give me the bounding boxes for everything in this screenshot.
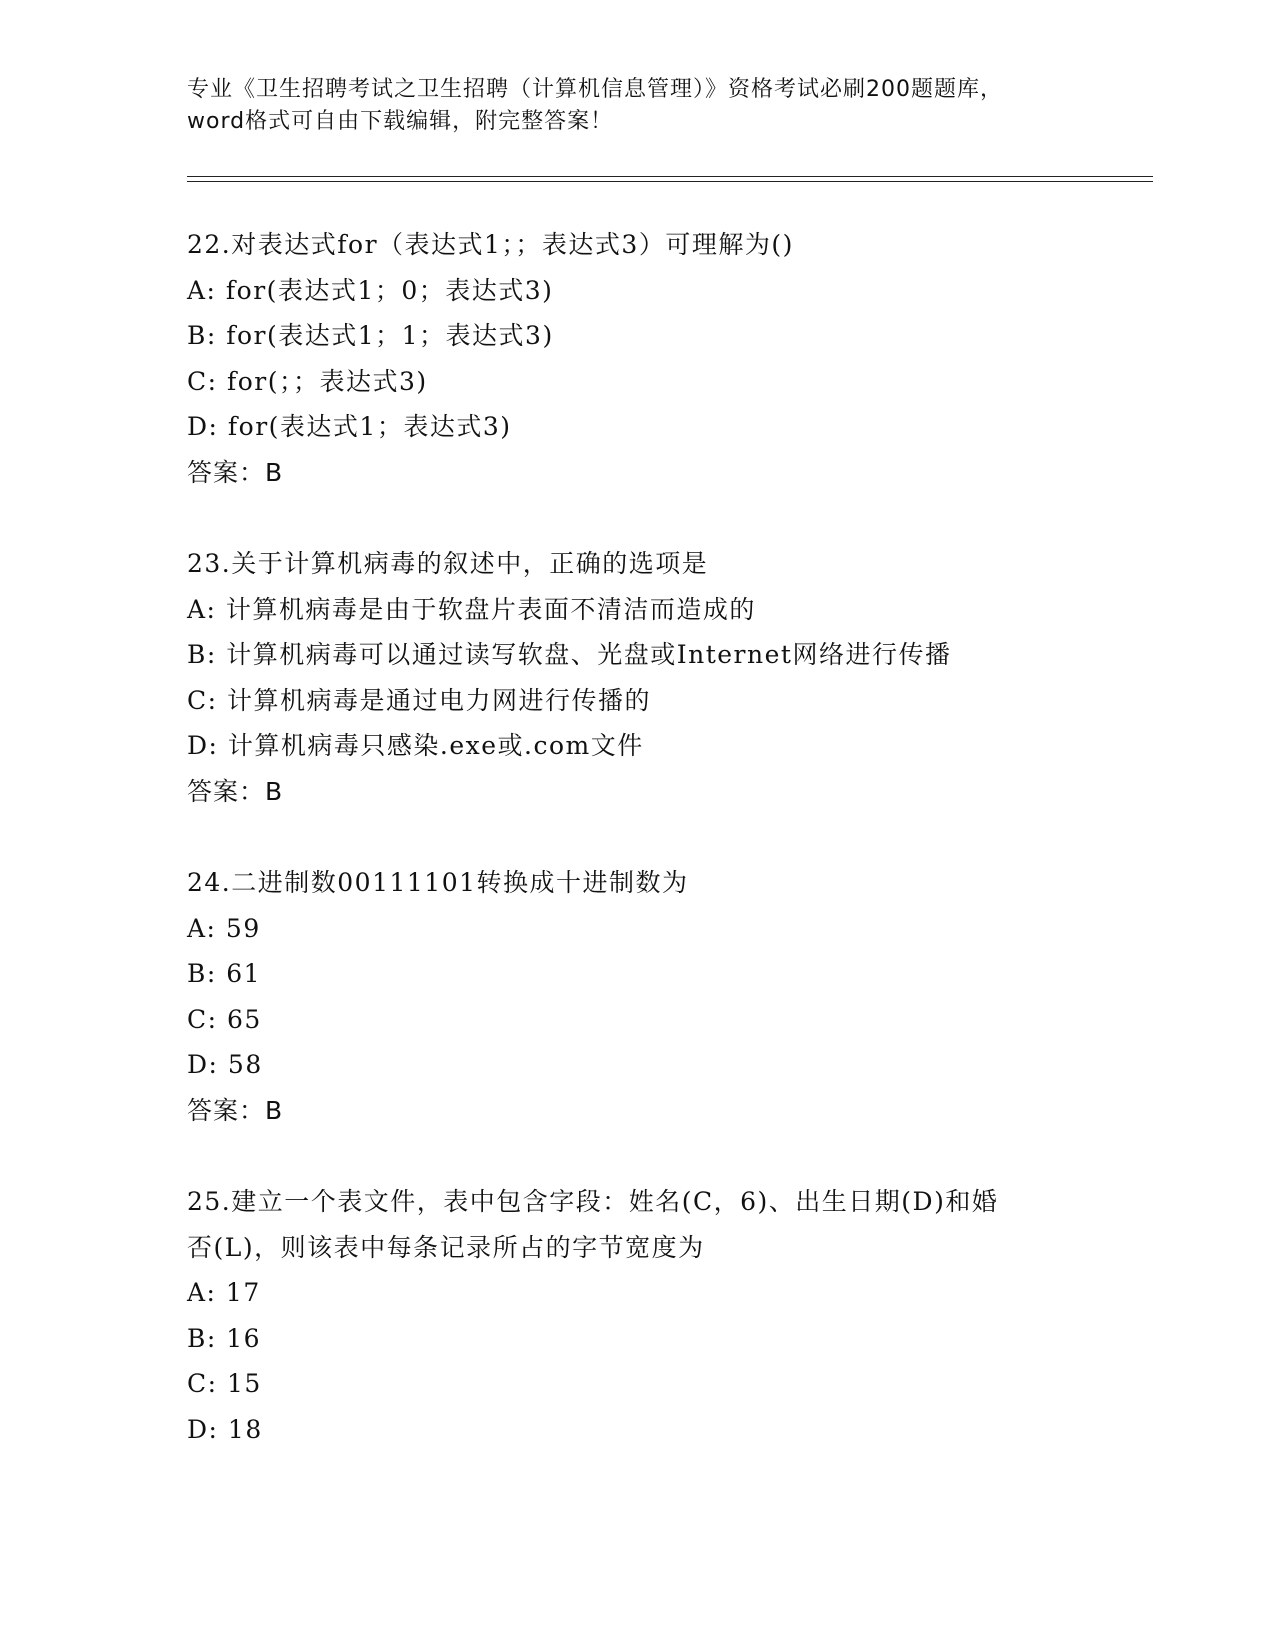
header-title-line-1: 专业《卫生招聘考试之卫生招聘（计算机信息管理）》资格考试必刷200题题库， <box>187 77 1003 102</box>
option-b: B: for(表达式1；1；表达式3) <box>187 321 554 350</box>
question-stem: 22.对表达式for（表达式1；；表达式3）可理解为() <box>187 230 794 259</box>
option-b: B: 计算机病毒可以通过读写软盘、光盘或Internet网络进行传播 <box>187 640 952 669</box>
header-divider-bottom <box>187 181 1153 182</box>
question-stem-line-2: 否(L)，则该表中每条记录所占的字节宽度为 <box>187 1232 705 1262</box>
option-a: A: 17 <box>187 1278 261 1307</box>
option-c: C: 计算机病毒是通过电力网进行传播的 <box>187 685 651 715</box>
option-c: C: for(；；表达式3) <box>187 366 428 396</box>
document-header <box>187 74 1087 138</box>
question-23 <box>187 541 1087 814</box>
option-a: A: 59 <box>187 913 261 943</box>
option-b: B: 61 <box>187 959 262 988</box>
option-b: B: 16 <box>187 1323 262 1353</box>
option-d: D: 计算机病毒只感染.exe或.com文件 <box>187 731 644 760</box>
option-c: C: 65 <box>187 1004 262 1034</box>
question-25 <box>187 1179 1087 1452</box>
answer-label: 答案：B <box>187 1095 284 1125</box>
option-d: D: 58 <box>187 1050 263 1079</box>
question-stem: 23.关于计算机病毒的叙述中，正确的选项是 <box>187 549 709 578</box>
option-d: D: 18 <box>187 1414 263 1444</box>
option-c: C: 15 <box>187 1369 262 1398</box>
answer-label: 答案：B <box>187 457 284 487</box>
question-stem-line-1: 25.建立一个表文件，表中包含字段：姓名(C，6)、出生日期(D)和婚 <box>187 1187 999 1216</box>
answer-label: 答案：B <box>187 776 284 806</box>
question-24 <box>187 860 1087 1133</box>
question-22 <box>187 222 1087 495</box>
option-a: A: for(表达式1；0；表达式3) <box>187 275 554 305</box>
header-divider-top <box>187 176 1153 177</box>
option-a: A: 计算机病毒是由于软盘片表面不清洁而造成的 <box>187 594 756 624</box>
option-d: D: for(表达式1；表达式3) <box>187 412 512 441</box>
question-stem: 24.二进制数00111101转换成十进制数为 <box>187 868 689 897</box>
header-title-line-2: word格式可自由下载编辑，附完整答案！ <box>187 109 614 134</box>
